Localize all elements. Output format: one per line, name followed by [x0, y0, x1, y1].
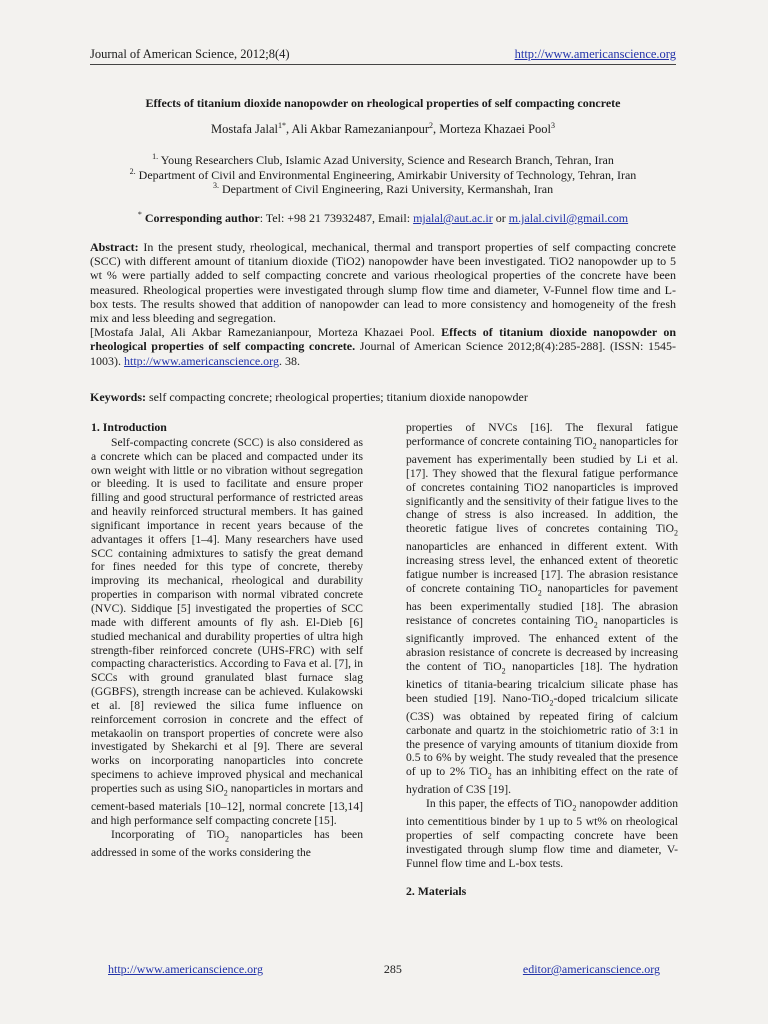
intro-paragraph-2-continued [406, 421, 678, 797]
r1-sub-4: 2 [593, 620, 598, 630]
paper-title: Effects of titanium dioxide nanopowder on rheological properties of self compacting concrete [145, 96, 621, 110]
keywords [90, 390, 676, 405]
intro-p2-b: nanoparticles has been addressed in some of the works considering the [91, 827, 363, 859]
affiliation-3-text: Department of Civil Engineering, Razi University, Kermanshah, Iran [218, 182, 554, 196]
affiliation-2-text: Department of Civil and Environmental Engineering, Amirkabir University of Technology, Tehran, Iran [135, 168, 637, 182]
abstract-label: Abstract: [90, 240, 139, 254]
affiliation-1 [90, 152, 676, 168]
r1-c: nanoparticles are enhanced in different extent. With increasing stress level, the enhanced extent of theoretic fatigue number is increased [17]. The abrasion resistance of concrete containing TiO [406, 540, 678, 595]
r1-b: nanoparticles for pavement has experimentally been studied by Li et al. [17]. They showed that the flexural fatigue performance of concretes containing TiO2 nanoparticles is improved significantly and the sensitivity of their fatigue lives to the change of stress is also increased. In addition, the theoretic fatigue lives of concretes containing TiO [406, 434, 678, 536]
intro-p1-text: Self-compacting concrete (SCC) is also considered as a concrete which can be placed and compacted under its own weight with little or no vibration without segregation or bleeding. It is used to facilitate and ensure proper filling and good structural performance of restricted areas and heavily reinforced structural members. It has gained significant importance in recent years because of the advantages it offers [1–4]. Many researchers have used SCC containing admixtures to satisfy the great demand for fines needed for this type of concrete, thereby improving its mechanical, rheological and durability properties in comparison with normal vibrated concrete (NVC). Siddique [5] investigated the properties of SCC made with different amounts of fly ash. El-Dieb [6] studied mechanical and durability properties of ultra high strength-fiber reinforced concrete (UHS-FRC) with self compacting characteristics. According to Fava et al. [7], in SCCs with ground granulated blast furnace slag (GGBFS), strength increase can be achieved. Kulakowski et al. [8] reviewed the silica fume influence on reinforcement corrosion in concrete and the effect of metakaolin on transport properties of concrete were also investigated by Shekarchi et al [9]. There are several works on incorporating nanoparticles into concrete specimens to achieve improved physical and mechanical properties such as using SiO [91, 435, 363, 795]
r2-sub: 2 [572, 803, 577, 813]
r1-sub-1: 2 [592, 441, 597, 451]
header-rule [90, 64, 676, 65]
citation-url-link[interactable]: http://www.americanscience.org [124, 353, 279, 368]
r1-sub-3: 2 [537, 588, 542, 598]
r1-sub-7: 2 [487, 771, 492, 781]
citation-title: Effects of titanium dioxide nanopowder on rheological properties of self compacting concrete. [90, 325, 676, 354]
author-1-sup: 1* [277, 121, 286, 130]
author-list [90, 121, 676, 137]
email-link-1[interactable]: mjalal@aut.ac.ir [413, 211, 493, 225]
affiliation-1-text: Young Researchers Club, Islamic Azad University, Science and Research Branch, Tehran, Iran [158, 153, 614, 167]
materials-heading: 2. Materials [406, 883, 467, 898]
abstract-text: In the present study, rheological, mechanical, thermal and transport properties of self compacting concrete (SCC) with different amount of titanium dioxide (TiO2) nanopowder have been investigated. TiO2 nanopowder up to 5 wt % were partially added to self compacting concrete and various rheological properties of the concrete have been measured. Rheological properties were investigated through slump flow time and diameter, V-Funnel flow time and L-box tests. The results showed that addition of nanopowder can lead to more consistency and homogeneity of the fresh mix and less bleeding and segregation. [90, 240, 676, 326]
journal-citation: Journal of American Science, 2012;8(4) [90, 47, 290, 61]
author-2: , Ali Akbar Ramezanianpour [285, 122, 429, 137]
footer-email-link[interactable]: editor@americanscience.org [522, 962, 660, 976]
footer-url-link[interactable]: http://www.americanscience.org [108, 962, 263, 976]
author-1: Mostafa Jalal [210, 122, 278, 137]
header-url-link[interactable]: http://www.americanscience.org [514, 47, 676, 61]
affiliation-2-num: 2. [129, 167, 136, 176]
r2-a: In this paper, the effects of TiO [426, 797, 573, 811]
citation-prefix: [Mostafa Jalal, Ali Akbar Ramezanianpour, Morteza Khazaei Pool. [90, 325, 442, 340]
abstract [90, 240, 676, 368]
corresponding-star: * [137, 210, 142, 219]
r1-sub-6: 2 [549, 698, 554, 708]
r2-b: nanopowder addition into cementitious binder by 1 up to 5 wt% on rheological properties of self compacting concrete have been investigated through slump flow time and diameter, V-Funnel flow time and L-box tests. [406, 797, 678, 870]
corresponding-or: or [492, 211, 509, 225]
author-2-sup: 2 [429, 121, 433, 130]
page-footer [108, 962, 660, 977]
affiliation-3 [90, 181, 676, 197]
citation-end: . 38. [278, 353, 300, 368]
left-column [91, 421, 363, 860]
citation-details: Journal of American Science 2012;8(4):285-288]. (ISSN: 1545-1003). [90, 339, 676, 368]
r1-f: nanoparticles [18]. The hydration kinetics of titania-bearing tricalcium silicate phase has been studied [19]. Nano-TiO [406, 659, 678, 705]
r1-g: -doped tricalcium silicate (C3S) was obtained by repeated firing of calcium carbonate and quartz in the stoichiometric ratio of 3:1 in the presence of varying amounts of titanium dioxide from 0.5 to 6% by weight. The study revealed that the presence of up to 2% TiO [406, 691, 678, 779]
r1-h: has an inhibiting effect on the rate of hydration of C3S [19]. [406, 765, 678, 797]
running-header [90, 47, 676, 62]
corresponding-author [90, 210, 676, 226]
affiliation-3-num: 3. [212, 181, 219, 190]
r1-sub-5: 2 [501, 666, 506, 676]
affiliation-1-num: 1. [152, 152, 159, 161]
corresponding-label: Corresponding author [144, 211, 260, 225]
r1-d: nanoparticles for pavement has been experimentally studied [18]. The abrasion resistance of concretes containing TiO [406, 581, 678, 627]
right-column [406, 421, 678, 900]
r1-a: properties of NVCs [16]. The flexural fatigue performance of concrete containing TiO [406, 421, 678, 448]
email-link-2[interactable]: m.jalal.civil@gmail.com [508, 211, 629, 225]
intro-p1-end: nanoparticles in mortars and cement-based materials [10–12], normal concrete [13,14] and high performance self compacting concrete [15]. [91, 781, 364, 827]
intro-p2-a: Incorporating of TiO [111, 827, 226, 841]
intro-p2-sub: 2 [225, 834, 230, 844]
keywords-label: Keywords: [90, 390, 146, 404]
page-number: 285 [383, 962, 402, 976]
introduction-heading: 1. Introduction [91, 420, 167, 434]
intro-p1-sub: 2 [223, 788, 228, 798]
corresponding-contact: : Tel: +98 21 73932487, Email: [259, 211, 414, 225]
keywords-text: self compacting concrete; rheological properties; titanium dioxide nanopowder [146, 390, 528, 404]
r1-e: nanoparticles is significantly improved. The enhanced extent of the abrasion resistance of concrete is decreased by increasing the content of TiO [406, 613, 678, 673]
author-3-sup: 3 [551, 121, 556, 130]
r1-sub-2: 2 [674, 528, 678, 538]
intro-paragraph-2 [91, 828, 363, 860]
intro-paragraph-1 [91, 436, 363, 828]
intro-paragraph-3 [406, 797, 678, 871]
author-3: , Morteza Khazaei Pool [433, 122, 552, 137]
